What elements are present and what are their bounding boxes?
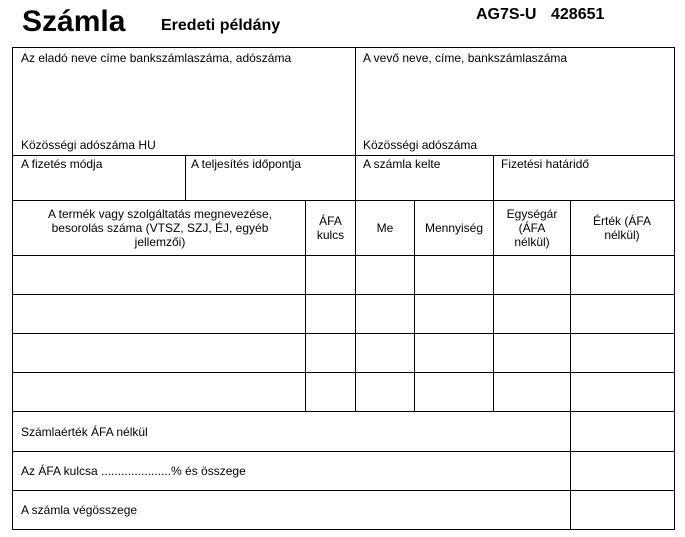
fulfillment-date-label: A teljesítés időpontja bbox=[191, 157, 302, 171]
grand-total-label: A számla végösszege bbox=[21, 503, 138, 517]
column-header-description: A termék vagy szolgáltatás megnevezése, besorolás száma (VTSZ, SZJ, ÉJ, egyéb jellemzői) bbox=[47, 207, 273, 249]
seller-community-tax-label: Közösségi adószáma HU bbox=[21, 138, 156, 152]
invoice-series: AG7S-U bbox=[476, 6, 537, 23]
net-total-label: Számlaérték ÁFA nélkül bbox=[21, 425, 148, 439]
column-header-unit: Me bbox=[376, 221, 394, 235]
column-header-unit-price: Egységár (ÁFA nélkül) bbox=[506, 207, 558, 249]
column-header-value: Érték (ÁFA nélkül) bbox=[592, 214, 651, 242]
vat-label: Az ÁFA kulcsa .....................% és összege bbox=[21, 464, 246, 478]
seller-label: Az eladó neve címe bankszámlaszáma, adószáma bbox=[21, 51, 292, 65]
buyer-label: A vevő neve, címe, bankszámlaszáma bbox=[363, 51, 568, 65]
copy-label: Eredeti példány bbox=[161, 17, 281, 34]
payment-method-label: A fizetés módja bbox=[21, 157, 103, 171]
column-header-vat-rate: ÁFA kulcs bbox=[316, 214, 345, 242]
invoice-title: Számla bbox=[22, 5, 126, 38]
buyer-community-tax-label: Közösségi adószáma bbox=[363, 138, 478, 152]
column-header-quantity: Mennyiség bbox=[424, 221, 484, 235]
invoice-serial-number: 428651 bbox=[551, 6, 605, 23]
invoice-date-label: A számla kelte bbox=[363, 157, 441, 171]
due-date-label: Fizetési határidő bbox=[501, 157, 590, 171]
